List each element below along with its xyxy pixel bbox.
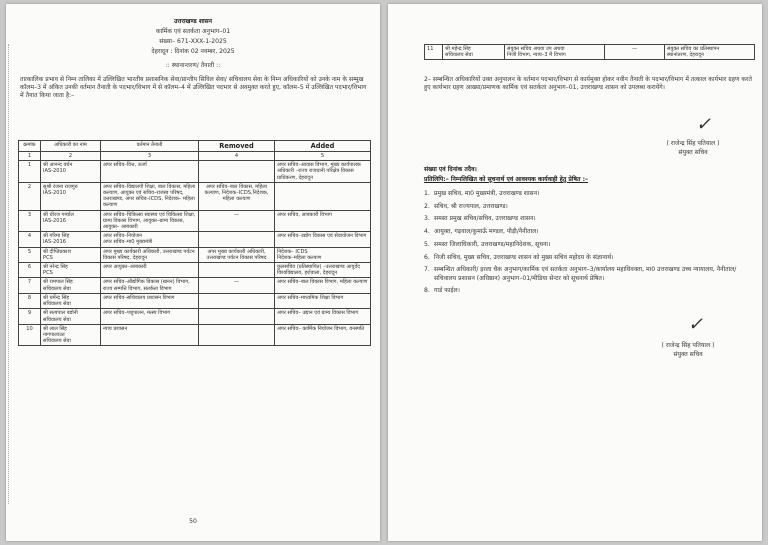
col-header: Removed <box>199 141 275 152</box>
list-item-text: समस्त जिलाधिकारी, उत्तराखण्ड/महानिदेशक, सूचना। <box>434 240 551 248</box>
col-number: 3 <box>101 152 199 161</box>
col-header: क्रमांक <box>19 141 41 152</box>
row-no: 10 <box>19 324 41 346</box>
copy-heading: प्रतिलिपि:– निम्नलिखित को सूचनार्थ एवं आवश्यक कार्यवाही हेतु प्रेषित :– <box>424 176 589 183</box>
list-item <box>424 228 754 236</box>
list-item-text: समस्त प्रमुख सचिव/सचिव, उत्तराखण्ड शासन। <box>434 215 536 223</box>
col-number: 1 <box>19 152 41 161</box>
row-added: अपर सचिव, आबकारी विभाग <box>275 210 371 232</box>
row-name: श्री नरेन्द्र सिंह PCS <box>41 263 101 278</box>
row-name: श्री दीप्तिप्रकाश PCS <box>41 247 101 262</box>
table-row <box>19 278 371 293</box>
row-no: 1 <box>19 161 41 183</box>
reference-line: संख्या एवं दिनांक तदैव। <box>424 166 477 173</box>
row-removed <box>199 293 275 308</box>
list-item-number: 7. <box>424 266 430 274</box>
row-no: 7 <box>19 278 41 293</box>
row-added: संयुक्त सचिव का प्रतिस्थापन स्थानांतरण, देहरादून <box>665 45 755 60</box>
row-current: अपर सचिव–वित्त, ऊर्जा <box>101 161 199 183</box>
list-item-text: सम्बन्धित अधिकारी/ इरला चैक अनुभाग/कार्मिक एवं सतर्कता अनुभाग–3/कार्यालय महाधिवक्ता, मा0 उत्तराखण्ड उच्च न्यायालय, नैनीताल/ सचिवालय प्रशासन (अधिष्ठान) अनुभाग–01/मीडिया सेन्टर को सूचनार्थ प्रेषित। <box>434 266 737 282</box>
list-item-number: 1. <box>424 190 430 197</box>
transfer-table <box>18 140 371 346</box>
row-added: अपर सचिव–बाल विकास विभाग, महिला कल्याण <box>275 278 371 293</box>
row-added: निदेशक– ICDS निदेशक–महिला कल्याण <box>275 247 371 262</box>
row-removed: अपर मुख्य कार्यकारी अधिकारी, उत्तराखण्ड पर्यटन विकास परिषद <box>199 247 275 262</box>
row-current: संयुक्त सचिव अथवा उप अथवा निजी विभाग, न्याय–3 मैं विभाग <box>505 45 605 60</box>
table-row <box>19 182 371 210</box>
row-name: सुश्री रंजना राजगुरु IAS-2010 <box>41 182 101 210</box>
row-added: अपर सचिव–उद्योग विकास एवं सेवायोजन विभाग <box>275 232 371 247</box>
table-row <box>19 247 371 262</box>
row-no: 8 <box>19 293 41 308</box>
list-item-text: गार्ड फाईल। <box>434 287 460 295</box>
row-no: 5 <box>19 247 41 262</box>
list-item <box>424 215 754 223</box>
continued-table <box>424 44 755 60</box>
list-item <box>424 203 754 211</box>
department-line: कार्मिक एवं सतर्कता अनुभाग–01 <box>155 28 231 35</box>
row-removed: — <box>605 45 665 60</box>
signatory-name: ( राजेन्द्र सिंह पतियाल ) <box>661 342 715 349</box>
government-heading: उत्तराखण्ड शासन <box>173 18 213 25</box>
page-number: 50 <box>189 518 197 525</box>
table-row <box>19 324 371 346</box>
row-current: अपर सचिव–सचिवालय प्रशासन विभाग <box>101 293 199 308</box>
list-item <box>424 266 754 282</box>
list-item-number: 3. <box>424 215 430 223</box>
row-added: अपर सचिव– उद्यान एवं ग्राम्य विकास विभाग <box>275 309 371 324</box>
paragraph-2: 2– सम्बन्धित अधिकारियों उक्त अनुपालन के वर्तमान पदभार/विभाग से कार्यमुक्त होकर नवीन तैनाती के पदभार/विभाग में तत्काल कार्यभार ग्रहण करते हुए कार्यभार ग्रहण आख्या/प्रमाणक कार्मिक एवं सतर्कता अनुभाग–01, उत्तराखण्ड शासन को उपलब्ध करायेंगे। <box>424 76 752 91</box>
copy-list <box>424 190 754 300</box>
row-removed <box>199 324 275 346</box>
intro-paragraph: तात्कालिक प्रभाव से निम्न तालिका में उल्लिखित भारतीय प्रशासनिक सेवा/प्रान्तीय सिविल सेवा/ सचिवालय सेवा के निम्न अधिकारियों को उनके नाम के सम्मुख कॉलम–3 में अंकित उनकी वर्तमान तैनाती के पदभार/विभाग में से कॉलम–4 में उल्लिखित पदभार से अवमुक्त करते हुए, कॉलम–5 में उल्लिखित पदभार/विभाग में तैनात किया जाता है:– <box>20 76 367 99</box>
table-row <box>425 45 755 60</box>
row-no: 2 <box>19 182 41 210</box>
row-removed: — <box>199 278 275 293</box>
table-row <box>19 309 371 324</box>
row-removed <box>199 161 275 183</box>
list-item <box>424 241 754 249</box>
table-row <box>19 263 371 278</box>
row-added: कुलसचिव (प्रतिस्थापित) –उत्तराखण्ड आयुर्वेद विश्वविद्यालय, हर्रावाला, देहरादून <box>275 263 371 278</box>
row-removed <box>199 309 275 324</box>
row-added: अपर सचिव–माध्यमिक शिक्षा विभाग <box>275 293 371 308</box>
row-no: 4 <box>19 232 41 247</box>
list-item <box>424 190 754 198</box>
place-date: देहरादून : दिनांक 02 नवम्बर, 2025 <box>151 48 235 55</box>
row-current: अपर मुख्य कार्यकारी अधिकारी, उत्तराखण्ड पर्यटन विकास परिषद, देहरादून <box>101 247 199 262</box>
row-name: श्री रामपाल सिंह सचिवालय सेवा <box>41 278 101 293</box>
row-current: अपर सचिव–चिकित्सा स्वास्थ्य एवं चिकित्सा शिक्षा, ग्राम्य विकास विभाग, आयुक्त–ग्राम्य विकास, आयुक्त– आबकारी <box>101 210 199 232</box>
row-no: 3 <box>19 210 41 232</box>
list-item-text: आयुक्त, गढ़वाल/कुमाऊँ मण्डल, पौड़ी/नैनीताल। <box>434 228 539 236</box>
row-name: श्री धीरज गर्ब्याल IAS-2016 <box>41 210 101 232</box>
signature-mark: ✓ <box>688 314 704 335</box>
subject-line: :: स्थानान्तरण/ तैनाती :: <box>165 62 221 69</box>
col-header: अधिकारी का नाम <box>41 141 101 152</box>
col-number: 4 <box>199 152 275 161</box>
row-no: 6 <box>19 263 41 278</box>
row-name: श्री गरिमा सिंह IAS-2016 <box>41 232 101 247</box>
list-item-number: 8. <box>424 287 430 295</box>
row-no: 9 <box>19 309 41 324</box>
list-item-text: प्रमुख सचिव, मा0 मुख्यमंत्री, उत्तराखण्ड शासन। <box>434 190 540 197</box>
col-header: वर्तमान तैनाती <box>101 141 199 152</box>
table-row <box>19 293 371 308</box>
row-added: अपर सचिव–आवास विभाग, मुख्य कार्यपालक अधिकारी –राज्य राजधानी परिक्षेत्र विकास प्राधिकरण, देहरादून <box>275 161 371 183</box>
list-item-number: 6. <box>424 253 430 261</box>
order-number: संख्या– 671-XXX-1-2025 <box>159 38 227 45</box>
list-item-text: निजी सचिव, मुख्य सचिव, उत्तराखण्ड शासन को मुख्य सचिव महोदय के संज्ञानार्थ। <box>434 253 614 261</box>
row-no: 11 <box>425 45 443 60</box>
table-row <box>19 210 371 232</box>
row-removed <box>199 263 275 278</box>
row-name: श्री धर्मेन्द्र सिंह सचिवालय सेवा <box>41 293 101 308</box>
signature-mark: ✓ <box>696 114 712 135</box>
row-added <box>275 182 371 210</box>
list-item <box>424 287 754 295</box>
col-header: Added <box>275 141 371 152</box>
col-number: 5 <box>275 152 371 161</box>
table-number-row <box>19 152 371 161</box>
col-number: 2 <box>41 152 101 161</box>
row-current: अपर सचिव–नियोजन अपर सचिव–मा0 मुख्यमंत्री <box>101 232 199 247</box>
list-item-number: 5. <box>424 240 430 248</box>
list-item-number: 2. <box>424 202 430 210</box>
signatory-title: संयुक्त सचिव <box>678 149 708 156</box>
row-current: अपर सचिव–पशुपालन, मत्स्य विभाग <box>101 309 199 324</box>
row-current: अपर सचिव–विद्यालयी शिक्षा, बाल विकास, महिला कल्याण, आयुक्त एवं सचिव–राजस्व परिषद, उत्तराखण्ड, अपर सचिव–ICDS, निदेशक– महिला कल्याण <box>101 182 199 210</box>
row-removed <box>199 232 275 247</box>
row-added: अपर सचिव– कार्मिक नियोजन विभाग, वनस्पति <box>275 324 371 346</box>
row-name: श्री सत्यपाल बडोनी सचिवालय सेवा <box>41 309 101 324</box>
row-current: न्याय प्रशासन <box>101 324 199 346</box>
row-name: श्री आनन्द वर्धन IAS-2010 <box>41 161 101 183</box>
list-item-text: सचिव, श्री राज्यपाल, उत्तराखण्ड। <box>434 202 508 210</box>
left-page <box>6 4 380 541</box>
row-current: अपर सचिव–औद्योगिक विकास (खनन) विभाग, राज्य सम्पत्ति विभाग, सतर्कता विभाग <box>101 278 199 293</box>
row-removed: अपर सचिव–बाल विकास, महिला कल्याण, निदेशक–ICDS,निदेशक, महिला कल्याण <box>199 182 275 210</box>
row-current: अपर आयुक्त–आबकारी <box>101 263 199 278</box>
list-item-number: 4. <box>424 228 430 236</box>
row-name: श्री महेन्द्र सिंह सचिवालय सेवा <box>443 45 505 60</box>
table-row <box>19 232 371 247</box>
signatory-name: ( राजेन्द्र सिंह पतियाल ) <box>666 140 720 147</box>
table-row <box>19 161 371 183</box>
row-removed: — <box>199 210 275 232</box>
list-item <box>424 254 754 262</box>
signatory-title: संयुक्त सचिव <box>673 351 703 358</box>
punch-holes <box>8 44 14 504</box>
table-header-row <box>19 141 371 152</box>
row-name: श्री लाल सिंह नागपालाउत सचिवालय सेवा <box>41 324 101 346</box>
right-page <box>388 4 762 541</box>
